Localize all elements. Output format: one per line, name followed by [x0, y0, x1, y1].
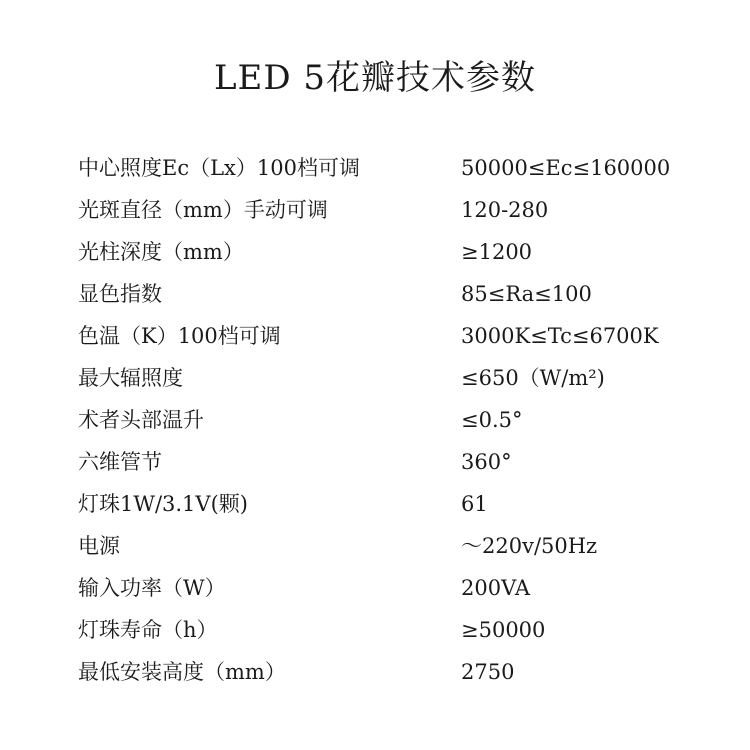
- spec-label: 灯珠1W/3.1V(颗): [78, 492, 248, 516]
- spec-label: 显色指数: [78, 282, 162, 306]
- spec-row: [78, 483, 718, 525]
- spec-row: [78, 147, 718, 189]
- spec-row: [78, 357, 718, 399]
- spec-row: [78, 651, 718, 693]
- spec-label: 最大辐照度: [78, 366, 183, 390]
- spec-row: [78, 525, 718, 567]
- spec-table: [78, 147, 718, 693]
- spec-value: 2750: [461, 660, 515, 684]
- spec-label: 光斑直径（mm）手动可调: [78, 198, 328, 222]
- spec-value: ≤650（W/m²): [461, 366, 605, 390]
- spec-label: 中心照度Ec（Lx）100档可调: [78, 156, 360, 180]
- spec-label: 电源: [78, 534, 120, 558]
- spec-value: ≥50000: [461, 618, 546, 642]
- spec-row: [78, 441, 718, 483]
- spec-value: ～220v/50Hz: [461, 534, 598, 558]
- spec-label: 光柱深度（mm）: [78, 240, 244, 264]
- spec-value: 61: [461, 492, 488, 516]
- spec-row: [78, 273, 718, 315]
- spec-label: 灯珠寿命（h）: [78, 618, 218, 642]
- spec-value: 200VA: [461, 576, 530, 600]
- spec-row: [78, 609, 718, 651]
- spec-row: [78, 315, 718, 357]
- spec-row: [78, 231, 718, 273]
- spec-row: [78, 399, 718, 441]
- spec-value: 120-280: [461, 198, 549, 222]
- spec-label: 六维管节: [78, 450, 162, 474]
- spec-value: ≤0.5°: [461, 408, 523, 432]
- spec-value: 3000K≤Tc≤6700K: [461, 324, 659, 348]
- spec-label: 术者头部温升: [78, 408, 204, 432]
- spec-row: [78, 567, 718, 609]
- spec-label: 输入功率（W）: [78, 576, 226, 600]
- spec-value: ≥1200: [461, 240, 533, 264]
- spec-label: 最低安装高度（mm）: [78, 660, 286, 684]
- spec-value: 50000≤Ec≤160000: [461, 156, 671, 180]
- spec-label: 色温（K）100档可调: [78, 324, 281, 348]
- page-title: LED 5花瓣技术参数: [213, 58, 537, 98]
- spec-value: 85≤Ra≤100: [461, 282, 592, 306]
- spec-row: [78, 189, 718, 231]
- spec-value: 360°: [461, 450, 512, 474]
